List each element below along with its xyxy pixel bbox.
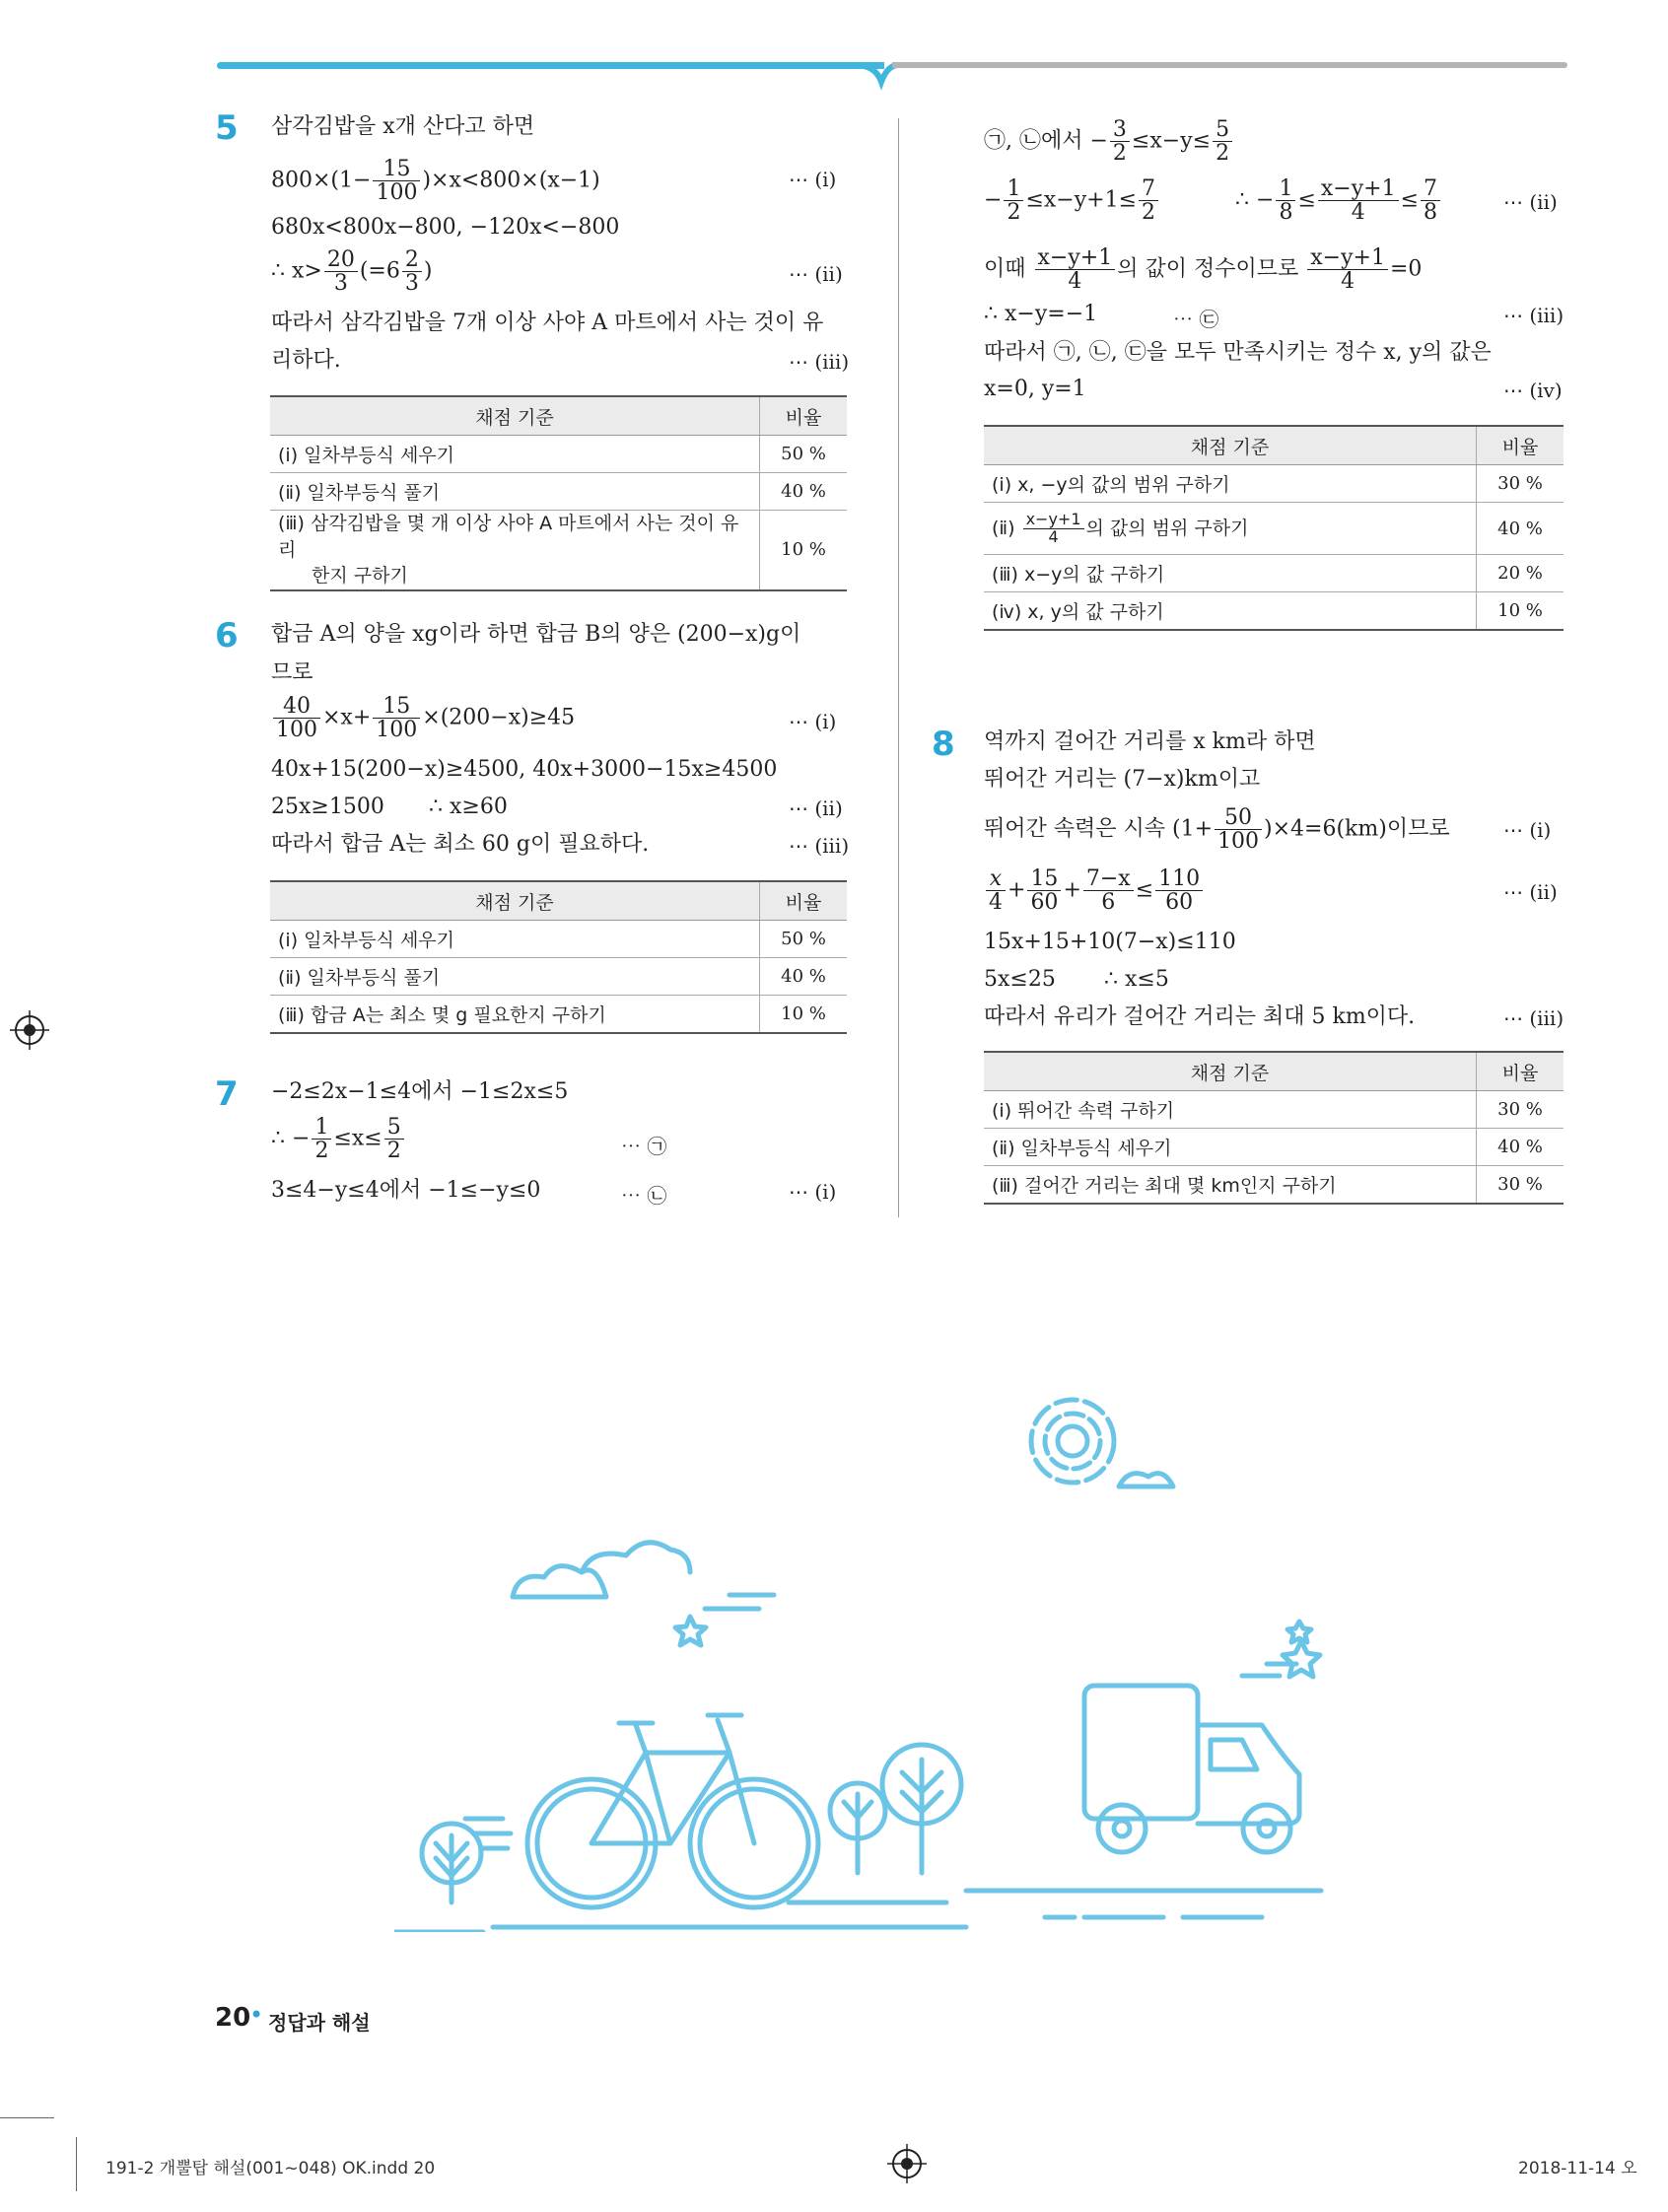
star-icon xyxy=(1283,1641,1320,1677)
footer-title: 정답과 해설 xyxy=(268,2011,371,2035)
q5-mark-1: ⋯ (ⅰ) xyxy=(789,168,837,191)
table-row: (ⅲ) x−y의 값 구하기 20 % xyxy=(984,555,1564,592)
q5-line-3: 680x<800x−800, −120x<−800 xyxy=(271,215,620,240)
table-row: (ⅲ) 합금 A는 최소 몇 g 필요한지 구하기 10 % xyxy=(270,996,847,1034)
star-icon xyxy=(675,1617,706,1645)
table-row: (ⅱ) $\frac{x-y+1}{4}$ 의 값의 범위 구하기 40 % xyxy=(984,503,1564,555)
q7-right-line-6: x=0, y=1 xyxy=(984,377,1086,401)
q5-line-1: 삼각김밥을 x개 산다고 하면 xyxy=(271,114,535,139)
q7-mark-1: ⋯ (ⅰ) xyxy=(789,1180,837,1204)
cloud-icon xyxy=(582,1543,690,1572)
table-row: (ⅲ) 삼각김밥을 몇 개 이상 사야 A 마트에서 사는 것이 유리 한지 구하기 10 % xyxy=(270,511,847,590)
q8-line-7: 따라서 유리가 걸어간 거리는 최대 5 km이다. xyxy=(984,1004,1416,1029)
truck-icon xyxy=(1084,1686,1299,1852)
q6-mark-3: ⋯ (ⅲ) xyxy=(789,834,850,858)
q6-mark-2: ⋯ (ⅱ) xyxy=(789,796,843,820)
q8-score-table: 채점 기준 비율 (ⅰ) 뛰어간 속력 구하기 30 % (ⅱ) 일차부등식 세우기 40 % (ⅲ) 걸어간 거리는 최대 몇 km인지 구하기 30 % xyxy=(984,1051,1564,1205)
q5-score-table xyxy=(270,395,847,591)
q7-line-3: 3≤4−y≤4에서 −1≤−y≤0 xyxy=(271,1178,541,1203)
q7-right-line-1: ㉠, ㉡에서 − $\frac{3}{2}$ ≤x−y≤ $\frac{5}{2}$ xyxy=(984,118,1234,165)
table-header-ratio: 비율 xyxy=(760,396,848,436)
q6-line-3: $\frac{40}{100}$ ×x+ $\frac{15}{100}$ ×(200−x)≥45 xyxy=(271,695,575,741)
q7-right-line-4: ∴ x−y=−1 xyxy=(984,302,1098,326)
q8-mark-3: ⋯ (ⅲ) xyxy=(1503,1006,1564,1030)
table-row: (ⅰ) 뛰어간 속력 구하기 30 % xyxy=(984,1091,1564,1129)
table-row: (ⅰ) x, −y의 값의 범위 구하기 30 % xyxy=(984,465,1564,503)
cloud-icon xyxy=(513,1566,606,1597)
header-rule-left xyxy=(217,62,884,69)
registration-mark-icon xyxy=(887,2144,927,2183)
table-header-criteria: 채점 기준 xyxy=(270,396,760,436)
q7-right-line-2b: ∴ − $\frac{1}{8}$ ≤ $\frac{x-y+1}{4}$ ≤ $\frac{7}{8}$ xyxy=(1235,177,1442,224)
bicycle-truck-illustration xyxy=(394,1380,1380,1932)
q7-right-line-3: 이때 $\frac{x-y+1}{4}$ 의 값이 정수이므로 $\frac{x-y+1}{4}$ =0 xyxy=(984,245,1423,295)
question-number-7: 7 xyxy=(215,1074,239,1114)
table-row: (ⅱ) 일차부등식 세우기 40 % xyxy=(984,1129,1564,1166)
bicycle-icon xyxy=(465,1715,818,1907)
q5-mark-3: ⋯ (ⅲ) xyxy=(789,350,850,374)
page-number: 20 xyxy=(215,2003,251,2033)
slug-filename: 191-2 개뿔탑 해설(001~048) OK.indd 20 xyxy=(105,2159,436,2178)
q7-mark-4: ⋯ (ⅳ) xyxy=(1503,379,1563,402)
q7-mark-c: ⋯ ㉢ xyxy=(1173,308,1219,331)
q5-line-2: 800×(1− $\frac{15}{100}$ )×x<800×(x−1) xyxy=(271,157,600,206)
q6-line-1: 합금 A의 양을 xg이라 하면 합금 B의 양은 (200−x)g이 xyxy=(271,622,801,647)
registration-mark-icon xyxy=(10,1010,49,1050)
q8-line-5: 15x+15+10(7−x)≤110 xyxy=(984,930,1236,954)
q8-line-2: 뛰어간 거리는 (7−x)km이고 xyxy=(984,767,1261,792)
sun-icon xyxy=(1031,1400,1114,1483)
q7-mark-2: ⋯ (ⅱ) xyxy=(1503,190,1558,214)
q6-score-table: 채점 기준 비율 (ⅰ) 일차부등식 세우기 50 % (ⅱ) 일차부등식 풀기 40 % (ⅲ) 합금 A는 최소 몇 g 필요한지 구하기 10 % xyxy=(270,880,847,1034)
question-number-5: 5 xyxy=(215,108,239,148)
q7-right-line-2: − $\frac{1}{2}$ ≤x−y+1≤ $\frac{7}{2}$ xyxy=(984,177,1160,224)
q7-mark-a: ⋯ ㉠ xyxy=(621,1135,667,1158)
q7-line-1: −2≤2x−1≤4에서 −1≤2x≤5 xyxy=(271,1079,569,1104)
cloud-icon xyxy=(1119,1474,1173,1486)
header-rule-right xyxy=(892,62,1567,68)
q8-mark-1: ⋯ (ⅰ) xyxy=(1503,818,1552,842)
q6-line-4: 40x+15(200−x)≥4500, 40x+3000−15x≥4500 xyxy=(271,757,778,782)
q7-mark-3: ⋯ (ⅲ) xyxy=(1503,304,1564,327)
q8-line-6a: 5x≤25 xyxy=(984,967,1056,992)
q8-line-4: $\frac{x}{4}$ + $\frac{15}{60}$ + $\frac{7-x}{6}$ ≤ $\frac{110}{60}$ xyxy=(984,867,1205,914)
table-row: (ⅰ) 일차부등식 세우기 50 % xyxy=(270,436,847,473)
q7-score-table: 채점 기준 비율 (ⅰ) x, −y의 값의 범위 구하기 30 % (ⅱ) $\frac{x-y+1}{4}$ 의 값의 범위 구하기 40 % (ⅲ) x−y의 값 구하기 20 % (ⅳ) x, y의 값 구하기 10 % xyxy=(984,425,1564,631)
table-row: (ⅱ) 일차부등식 풀기 40 % xyxy=(270,473,847,511)
crop-mark xyxy=(0,2117,54,2118)
q8-line-6b: ∴ x≤5 xyxy=(1104,967,1169,992)
table-row: (ⅳ) x, y의 값 구하기 10 % xyxy=(984,592,1564,631)
q7-mark-b: ⋯ ㉡ xyxy=(621,1184,667,1208)
q6-mark-1: ⋯ (ⅰ) xyxy=(789,710,837,733)
q6-line-2: 므로 xyxy=(271,660,313,685)
q6-line-6: 따라서 합금 A는 최소 60 g이 필요하다. xyxy=(271,832,650,857)
q6-line-5b: ∴ x≥60 xyxy=(429,795,508,819)
table-row: (ⅲ) 걸어간 거리는 최대 몇 km인지 구하기 30 % xyxy=(984,1166,1564,1205)
table-row: (ⅱ) 일차부등식 풀기 40 % xyxy=(270,958,847,996)
tree-icon xyxy=(830,1783,885,1873)
q5-line-5: 따라서 삼각김밥을 7개 이상 사야 A 마트에서 사는 것이 유 xyxy=(271,311,824,335)
crop-mark xyxy=(76,2137,77,2191)
tree-icon xyxy=(882,1745,961,1873)
q7-line-2: ∴ − $\frac{1}{2}$ ≤x≤ $\frac{5}{2}$ xyxy=(271,1116,406,1162)
q5-line-4: ∴ x> $\frac{20}{3}$ (=6 $\frac{2}{3}$ ) xyxy=(271,247,433,297)
q8-mark-2: ⋯ (ⅱ) xyxy=(1503,880,1558,904)
star-icon xyxy=(1287,1622,1311,1642)
q5-line-6: 리하다. xyxy=(271,348,341,373)
q7-right-line-5: 따라서 ㉠, ㉡, ㉢을 모두 만족시키는 정수 x, y의 값은 xyxy=(984,340,1492,365)
q6-line-5a: 25x≥1500 xyxy=(271,795,384,819)
table-row: (ⅰ) 일차부등식 세우기 50 % xyxy=(270,921,847,958)
question-number-6: 6 xyxy=(215,616,239,656)
q8-line-3: 뛰어간 속력은 시속 (1+ $\frac{50}{100}$ )×4=6(km)이므로 xyxy=(984,805,1450,855)
question-number-8: 8 xyxy=(932,725,955,764)
slug-date: 2018-11-14 오 xyxy=(1518,2159,1637,2178)
header-rule-curve xyxy=(858,62,897,92)
q8-line-1: 역까지 걸어간 거리를 x km라 하면 xyxy=(984,729,1316,754)
footer-bullet: • xyxy=(249,2001,264,2029)
q5-mark-2: ⋯ (ⅱ) xyxy=(789,262,843,286)
column-divider xyxy=(898,118,899,1217)
